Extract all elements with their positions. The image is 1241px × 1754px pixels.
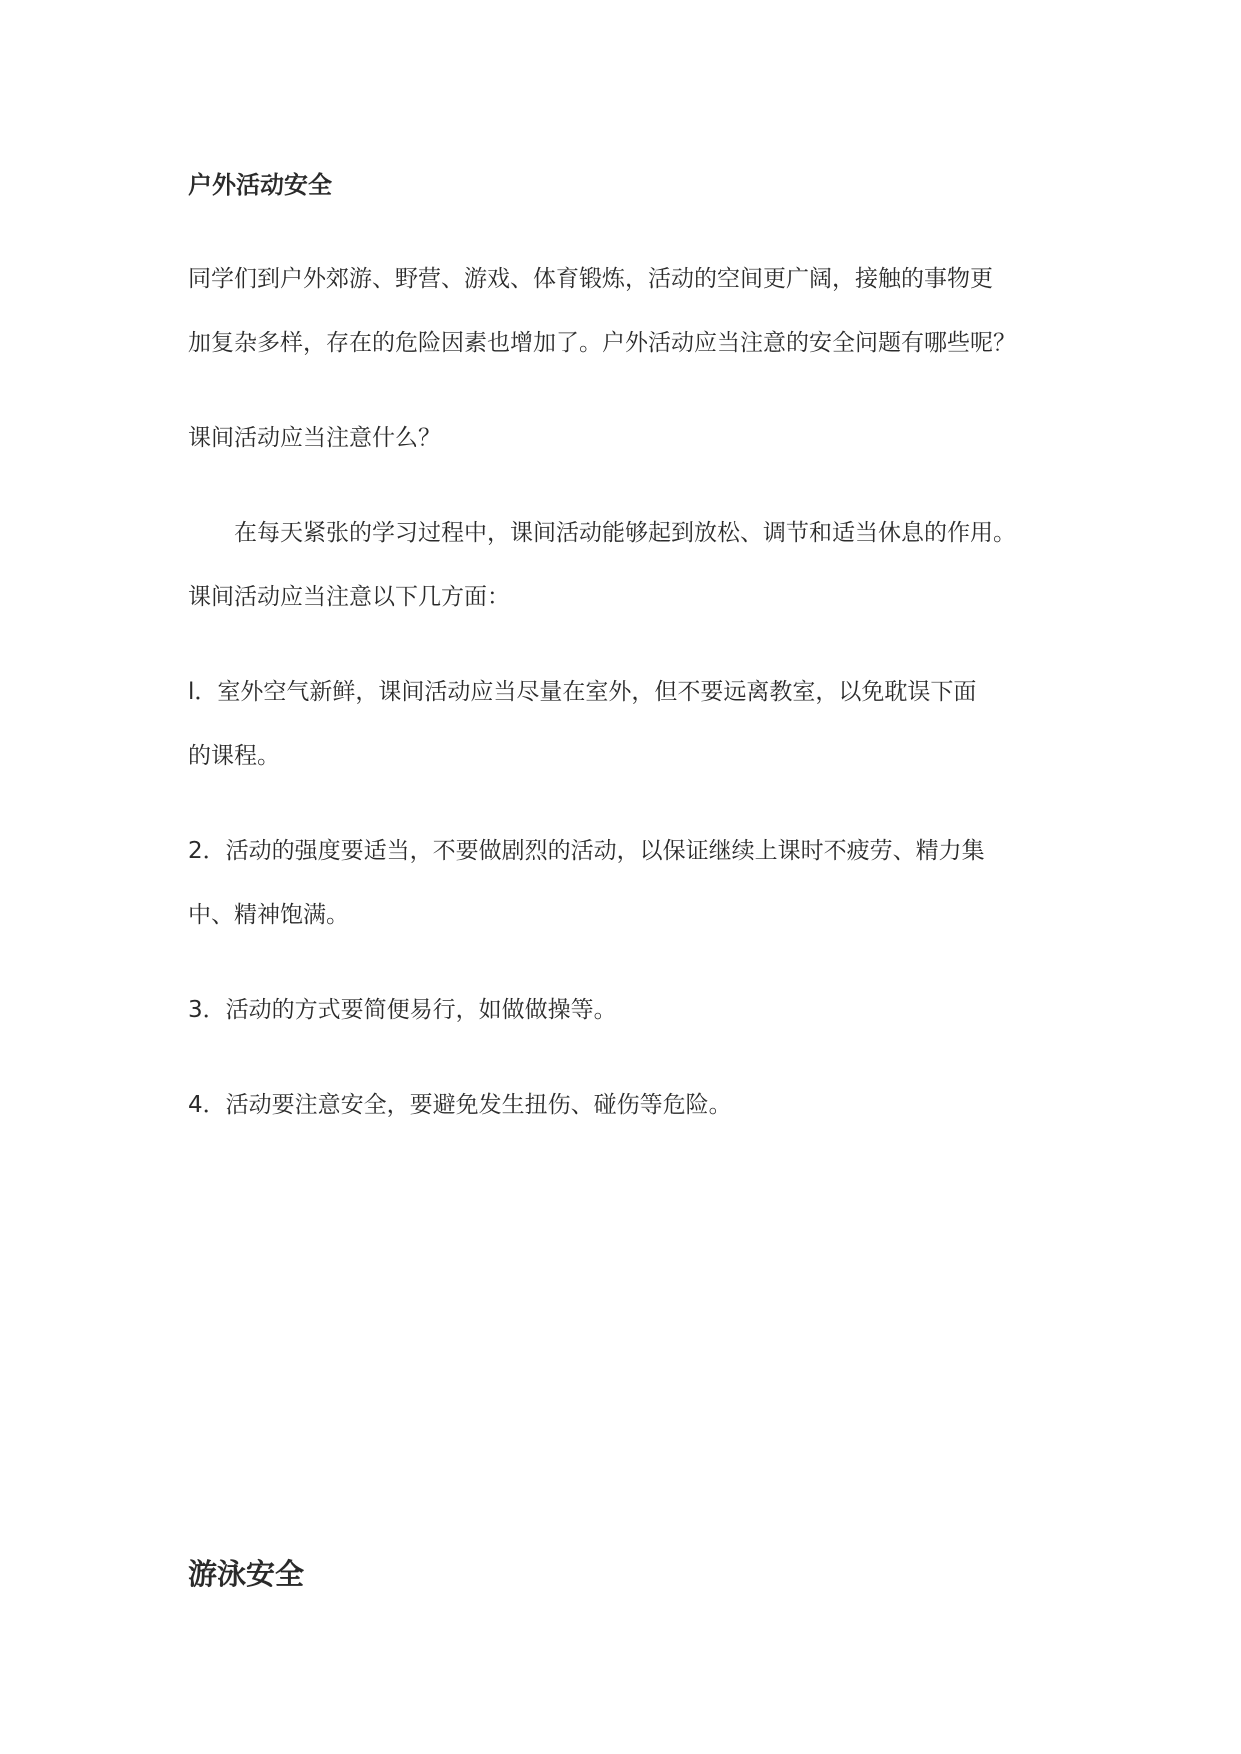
intro-paragraph-line-1: 同学们到户外郊游、野营、游戏、体育锻炼，活动的空间更广阔，接触的事物更 — [188, 266, 993, 292]
list-item-4: 4．活动要注意安全，要避免发生扭伤、碰伤等危险。 — [188, 1092, 732, 1118]
list-item-2-line-1: 2．活动的强度要适当，不要做剧烈的活动，以保证继续上课时不疲劳、精力集 — [188, 838, 985, 864]
list-item-3: 3．活动的方式要简便易行，如做做操等。 — [188, 997, 617, 1023]
intro-paragraph-line-2: 加复杂多样，存在的危险因素也增加了。户外活动应当注意的安全问题有哪些呢？ — [188, 330, 1016, 356]
section-title-outdoor-safety: 户外活动安全 — [188, 171, 332, 199]
answer-intro-line-1: 在每天紧张的学习过程中，课间活动能够起到放松、调节和适当休息的作用。 — [188, 520, 1016, 546]
list-item-1-line-2: 的课程。 — [188, 743, 280, 769]
list-item-2-line-2: 中、精神饱满。 — [188, 902, 349, 928]
question-heading: 课间活动应当注意什么？ — [188, 425, 441, 451]
answer-intro-line-2: 课间活动应当注意以下几方面： — [188, 584, 510, 610]
section-title-swimming-safety: 游泳安全 — [188, 1557, 305, 1591]
list-item-1-line-1: l．室外空气新鲜，课间活动应当尽量在室外，但不要远离教室，以免耽误下面 — [188, 679, 977, 705]
